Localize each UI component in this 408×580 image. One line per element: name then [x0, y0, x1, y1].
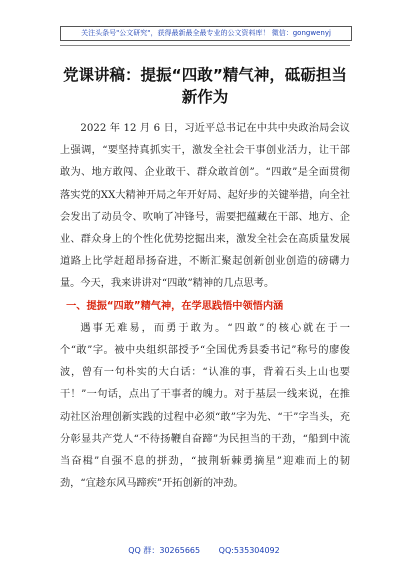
- header-divider: [60, 45, 350, 46]
- section-heading: 一、提振“四敢”精气神，在学思践悟中领悟内涵: [66, 300, 284, 312]
- section-paragraph: 遇事无难易，而勇于敢为。“四敢”的核心就在于一个“敢”字。被中央组织部授予“全国优秀县委书记”称号的廖俊波，曾有一句朴实的大白话：“认准的事，背着石头上山也要干！”一句话，点出了干事者的魄力。对于基层一线来说，在推动社区治理创新实践的过程中必须“敢”字为先、“干”字当头，充分彰显共产党人“不待扬鞭自奋蹄”为民担当的干劲，“船到中流当奋楫”自强不息的拼劲，“披荆斩棘勇摘星”迎难而上的韧劲，“宜趁东风马蹄疾”开拓创新的冲劲。: [60, 322, 350, 490]
- document-body: [60, 118, 350, 495]
- footer-qq: QQ:535304092: [218, 546, 280, 555]
- footer: [0, 545, 408, 556]
- header-banner: 关注头条号"公文研究"，获得最新最全最专业的公文资料库！ 微信：gongwenyj: [60, 26, 352, 41]
- document-title: 党课讲稿：提振“四敢”精气神，砥砺担当新作为: [63, 66, 347, 106]
- intro-paragraph: 2022 年 12 月 6 日，习近平总书记在中共中央政治局会议上强调，“要坚持真抓实干，激发全社会干事创业活力，让干部敢为、地方敢闯、企业敢干、群众敢首创”。“四敢”是全面贯彻落实党的XX大精神开局之年开好局、起好步的关键举措，向全社会发出了动员令、吹响了冲锋号，需要把蕴藏在干部、地方、企业、群众身上的个性化优势挖掘出来，激发全社会在高质量发展道路上比学赶超昂扬奋进，不断汇聚起创新创业创造的磅礴力量。今天，我来讲讲对“四敢”精神的几点思考。: [60, 123, 350, 290]
- footer-qq-group: QQ 群：30265665: [128, 546, 201, 555]
